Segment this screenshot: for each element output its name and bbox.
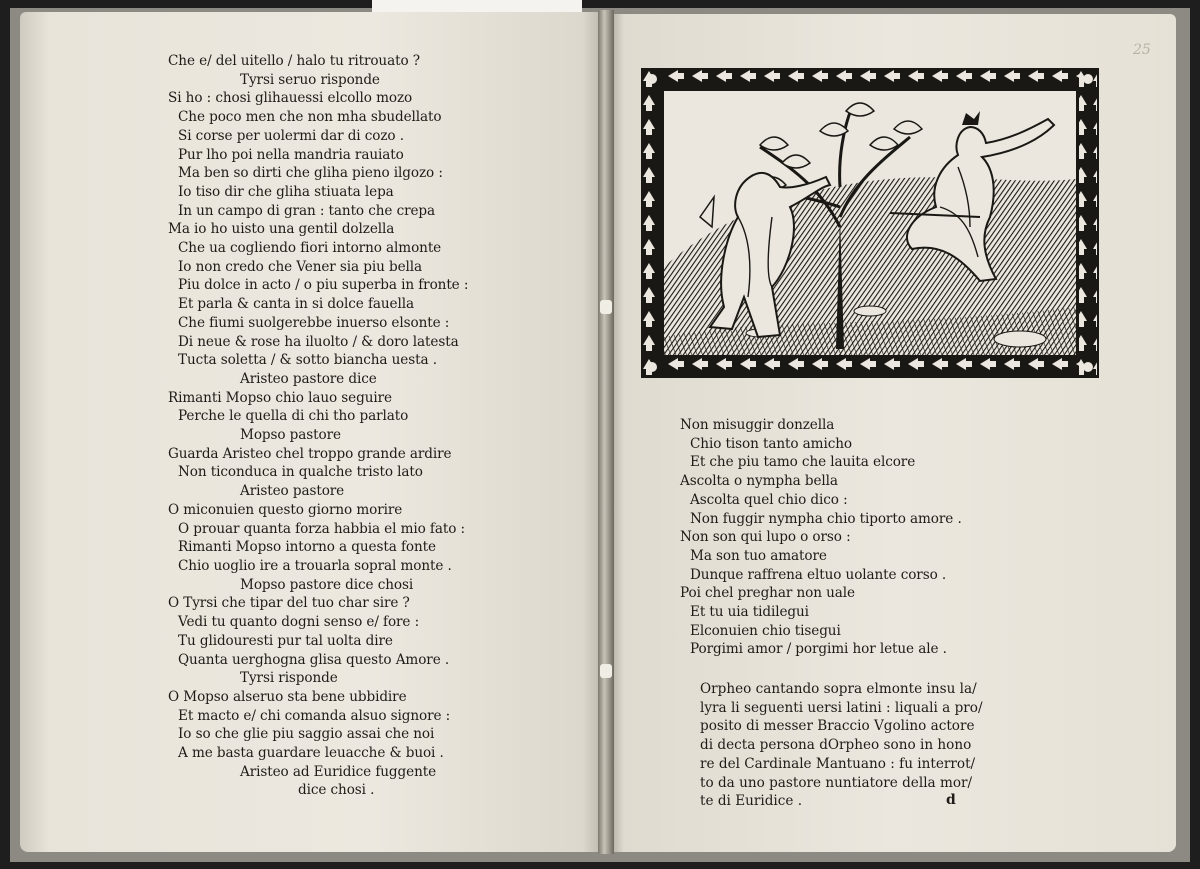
text-line: In un campo di gran : tanto che crepa	[178, 202, 436, 219]
text-line: Tyrsi seruo risponde	[240, 71, 380, 88]
text-line: Io non credo che Vener sia piu bella	[178, 258, 423, 275]
text-line: Non son qui lupo o orso :	[680, 529, 851, 546]
folio-number: 25	[1133, 42, 1151, 58]
text-line: di decta persona dOrpheo sono in hono	[700, 737, 972, 754]
left-page-text	[168, 52, 468, 800]
text-line: re del Cardinale Mantuano : fu interrot/	[700, 755, 976, 772]
text-line: Pur lho poi nella mandria rauiato	[178, 146, 404, 163]
text-line: Aristeo ad Euridice fuggente	[240, 763, 437, 780]
text-line: Perche le quella di chi tho parlato	[178, 408, 409, 425]
woodcut-illustration	[640, 67, 1100, 379]
text-line: lyra li seguenti uersi latini : liquali a pro/	[700, 699, 983, 716]
text-line: A me basta guardare leuacche & buoi .	[178, 745, 444, 762]
text-line: Et macto e/ chi comanda alsuo signore :	[178, 707, 451, 724]
book-gutter	[598, 10, 614, 854]
text-line: Aristeo pastore	[240, 483, 345, 500]
text-line: Poi chel preghar non uale	[680, 585, 855, 602]
text-line: te di Euridice .	[700, 793, 803, 810]
text-line: Dunque raffrena eltuo uolante corso .	[690, 566, 947, 583]
text-line: Si ho : chosi glihauessi elcollo mozo	[168, 90, 413, 107]
right-page-prose	[700, 680, 983, 811]
text-line: Ma io ho uisto una gentil dolzella	[168, 221, 395, 238]
text-line: Ma ben so dirti che gliha pieno ilgozo :	[178, 165, 443, 182]
text-line: Che ua cogliendo fiori intorno almonte	[178, 240, 442, 257]
text-line: Vedi tu quanto dogni senso e/ fore :	[178, 614, 420, 631]
text-line: Chio uoglio ire a trouarla sopral monte .	[178, 557, 452, 574]
text-line: dice chosi .	[298, 782, 375, 799]
text-line: O prouar quanta forza habbia el mio fato :	[178, 520, 466, 537]
text-line: Chio tison tanto amicho	[690, 435, 852, 452]
text-line: Si corse per uolermi dar di cozo .	[178, 127, 404, 144]
text-line: Aristeo pastore dice	[240, 370, 377, 387]
signature-mark: d	[946, 792, 956, 808]
text-line: Io tiso dir che gliha stiuata lepa	[178, 183, 394, 200]
text-line: Ascolta o nympha bella	[680, 473, 838, 490]
binding-thread	[600, 664, 612, 678]
text-line: Ma son tuo amatore	[690, 547, 827, 564]
text-line: Ascolta quel chio dico :	[690, 491, 848, 508]
text-line: Che fiumi suolgerebbe inuerso elsonte :	[178, 314, 450, 331]
right-page-verse	[680, 416, 962, 659]
binding-thread	[600, 300, 612, 314]
text-line: Mopso pastore dice chosi	[240, 576, 414, 593]
text-line: Tucta soletta / & sotto biancha uesta .	[178, 352, 437, 369]
text-line: posito di messer Braccio Vgolino actore	[700, 718, 975, 735]
text-line: O Mopso alseruo sta bene ubbidire	[168, 688, 407, 705]
text-line: Piu dolce in acto / o piu superba in fronte :	[178, 277, 469, 294]
text-line: Orpheo cantando sopra elmonte insu la/	[700, 681, 977, 697]
text-line: Rimanti Mopso chio lauo seguire	[168, 389, 392, 406]
text-line: O miconuien questo giorno morire	[168, 501, 403, 518]
text-line: Et tu uia tidilegui	[690, 604, 809, 621]
text-line: Elconuien chio tisegui	[690, 622, 841, 639]
text-line: Porgimi amor / porgimi hor letue ale .	[690, 641, 947, 658]
text-line: Guarda Aristeo chel troppo grande ardire	[168, 445, 452, 462]
text-line: Et che piu tamo che lauita elcore	[690, 454, 916, 471]
text-line: Non fuggir nympha chio tiporto amore .	[690, 510, 962, 527]
text-line: Che e/ del uitello / halo tu ritrouato ?	[168, 53, 420, 69]
text-line: Tyrsi risponde	[240, 670, 338, 687]
text-line: Rimanti Mopso intorno a questa fonte	[178, 539, 436, 556]
text-line: Mopso pastore	[240, 427, 341, 444]
text-line: Non ticonduca in qualche tristo lato	[178, 464, 423, 481]
text-line: Non misuggir donzella	[680, 417, 835, 433]
text-line: Che poco men che non mha sbudellato	[178, 109, 442, 126]
text-line: Tu glidouresti pur tal uolta dire	[178, 632, 393, 649]
text-line: Quanta uerghogna glisa questo Amore .	[178, 651, 450, 668]
text-line: to da uno pastore nuntiatore della mor/	[700, 774, 973, 791]
text-line: O Tyrsi che tipar del tuo char sire ?	[168, 595, 410, 612]
text-line: Di neue & rose ha iluolto / & doro latesta	[178, 333, 459, 350]
text-line: Et parla & canta in si dolce fauella	[178, 296, 414, 313]
text-line: Io so che glie piu saggio assai che noi	[178, 726, 435, 743]
